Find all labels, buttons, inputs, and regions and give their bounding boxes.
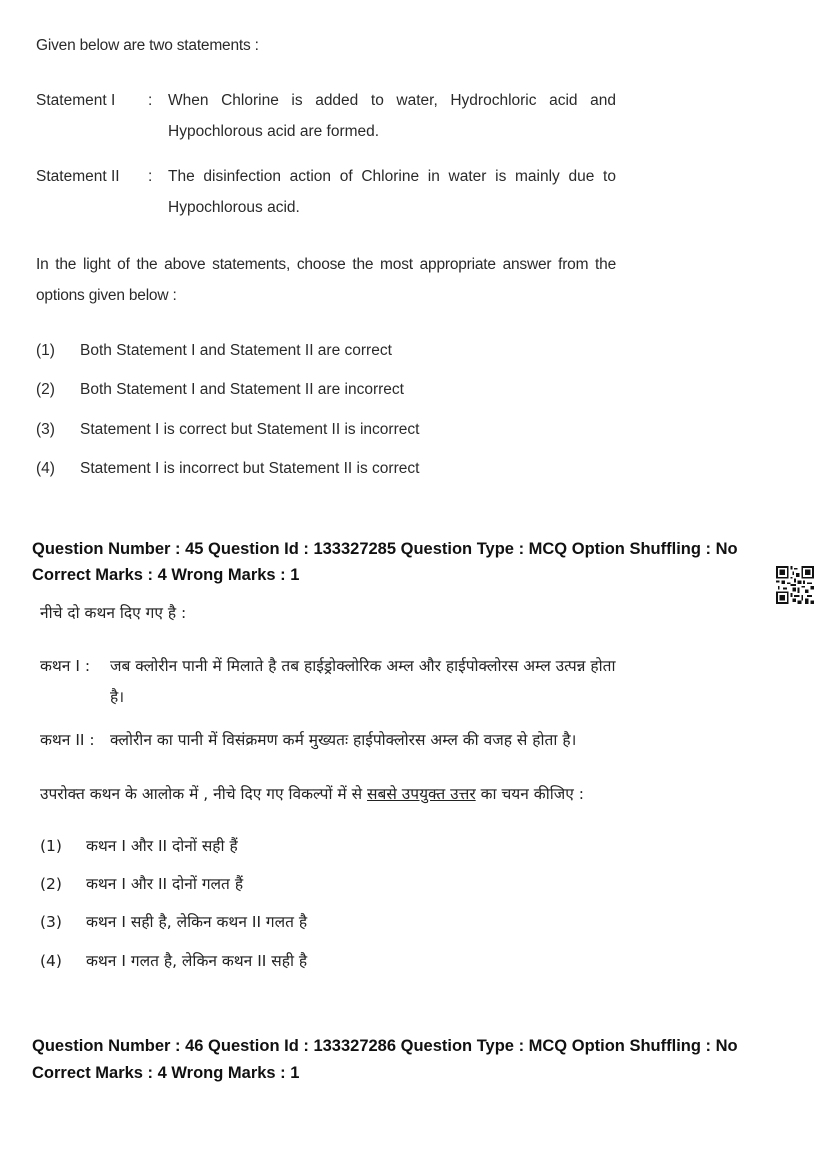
qr-code-icon bbox=[776, 566, 814, 604]
q44-intro: Given below are two statements : bbox=[36, 37, 259, 54]
q45-meta-line-1: Question Number : 45 Question Id : 133327285 Question Type : MCQ Option Shuffling : No bbox=[32, 540, 738, 558]
option-text: कथन I और II दोनों सही हैं bbox=[86, 837, 238, 855]
option-number: (2) bbox=[36, 381, 55, 398]
option-number: (3) bbox=[40, 913, 62, 931]
statement-text: जब क्लोरीन पानी में मिलाते है तब हाईड्रोक्लोरिक अम्ल और हाईपोक्लोरस अम्ल उत्पन्न होता है। bbox=[110, 657, 616, 706]
option-number: (2) bbox=[40, 875, 62, 893]
statement-colon: : bbox=[148, 92, 153, 109]
prompt-text-end: का चयन कीजिए : bbox=[475, 785, 584, 803]
option-text: Both Statement I and Statement II are incorrect bbox=[80, 381, 404, 398]
option-number: (3) bbox=[36, 421, 55, 438]
option-text: Statement I is correct but Statement II is incorrect bbox=[80, 421, 420, 438]
q46-meta-line-1: Question Number : 46 Question Id : 133327286 Question Type : MCQ Option Shuffling : No bbox=[32, 1037, 738, 1055]
prompt-text: उपरोक्त कथन के आलोक में , नीचे दिए गए विकल्पों में से bbox=[40, 785, 368, 803]
q45-statement-1 bbox=[40, 651, 640, 713]
option-text: कथन I गलत है, लेकिन कथन II सही है bbox=[86, 952, 308, 970]
option-text: कथन I और II दोनों गलत हैं bbox=[86, 875, 244, 893]
option-number: (1) bbox=[36, 342, 55, 359]
q46-meta-line-2: Correct Marks : 4 Wrong Marks : 1 bbox=[32, 1064, 300, 1082]
statement-colon: : bbox=[148, 168, 153, 185]
statement-text: क्लोरीन का पानी में विसंक्रमण कर्म मुख्यतः हाईपोक्लोरस अम्ल की वजह से होता है। bbox=[110, 731, 577, 749]
prompt-underlined-text: सबसे उपयुक्त उत्तर bbox=[367, 785, 476, 803]
option-number: (1) bbox=[40, 837, 62, 855]
option-text: Statement I is incorrect but Statement II is correct bbox=[80, 460, 420, 477]
option-number: (4) bbox=[40, 952, 62, 970]
option-number: (4) bbox=[36, 460, 55, 477]
option-text: कथन I सही है, लेकिन कथन II गलत है bbox=[86, 913, 308, 931]
statement-text: When Chlorine is added to water, Hydrochloric acid and Hypochlorous acid are formed. bbox=[168, 92, 616, 140]
q45-intro: नीचे दो कथन दिए गए है : bbox=[40, 604, 187, 622]
q44-prompt: In the light of the above statements, choose the most appropriate answer from the options given below : bbox=[36, 256, 616, 304]
q45-meta-line-2: Correct Marks : 4 Wrong Marks : 1 bbox=[32, 566, 300, 584]
statement-label: Statement I bbox=[36, 92, 116, 109]
statement-label: Statement II bbox=[36, 168, 120, 185]
option-text: Both Statement I and Statement II are correct bbox=[80, 342, 392, 359]
statement-text: The disinfection action of Chlorine in water is mainly due to Hypochlorous acid. bbox=[168, 168, 616, 216]
statement-label: कथन II : bbox=[40, 731, 95, 749]
statement-label: कथन I : bbox=[40, 657, 91, 675]
q45-prompt bbox=[40, 779, 640, 810]
